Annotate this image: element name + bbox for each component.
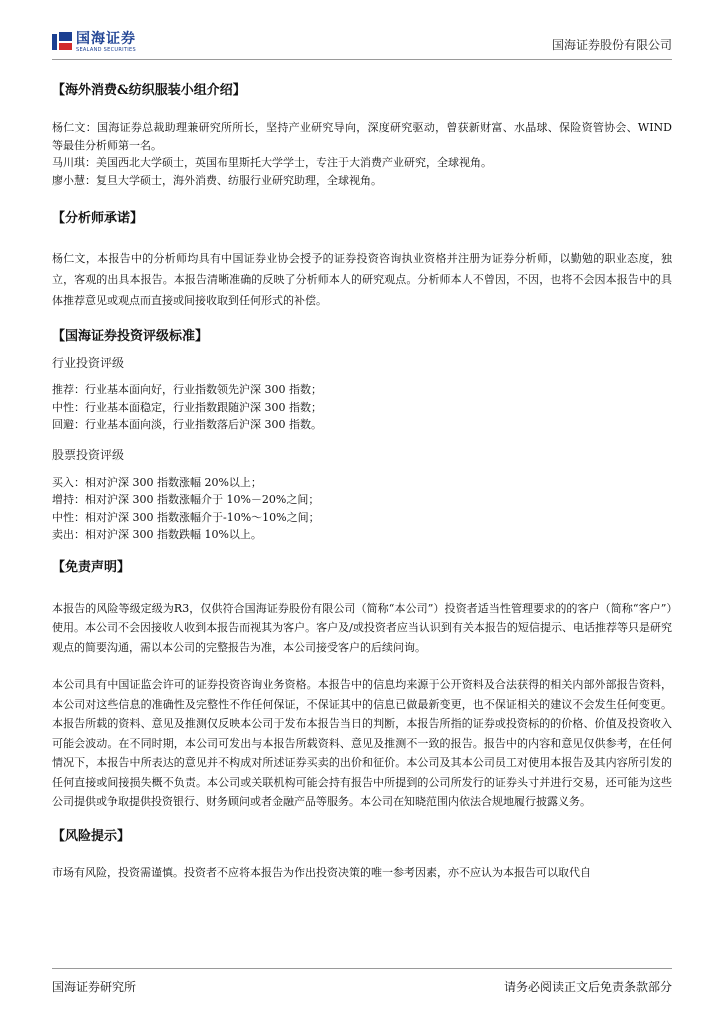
stock-rating-neutral: 中性：相对沪深 300 指数涨幅介于-10%～10%之间；: [52, 510, 320, 524]
stock-rating-buy: 买入：相对沪深 300 指数涨幅 20%以上；: [52, 475, 262, 489]
header-company-name: 国海证券股份有限公司: [551, 38, 672, 52]
disclaimer-paragraph-2: 本公司具有中国证监会许可的证券投资咨询业务资格。本报告中的信息均来源于公开资料及合法获得的相关内部外部报告资料，本公司对这些信息的准确性及完整性不作任何保证，不保证其中的信息已做最新变更，也不保证相关的建议不会发生任何变更。本报告所载的资料、意见及推测仅反映本公司于发布本报告当日的判断，本报告所指的证券或投资标的的价格、价值及投资收入可能会波动。在不同时期，本公司可发出与本报告所载资料、意见及推测不一致的报告。报告中的内容和意见仅供参考，在任何情况下，本报告中所表达的意见并不构成对所述证券买卖的出价和征价。本公司及其本公司员工对使用本报告及其内容所引发的任何直接或间接损失概不负责。本公司或关联机构可能会持有报告中所提到的公司所发行的证券头寸并进行交易，还可能为这些公司提供或争取提供投资银行、财务顾问或者金融产品等服务。本公司在知晓范围内依法合规地履行披露义务。: [52, 678, 672, 808]
company-logo: [52, 30, 136, 54]
logo-text-cn: 国海证券: [76, 30, 136, 47]
stock-rating-overweight: 增持：相对沪深 300 指数涨幅介于 10%－20%之间；: [52, 493, 320, 506]
risk-text: 市场有风险，投资需谨慎。投资者不应将本报告为作出投资决策的唯一参考因素，亦不应认为本报告可以取代自: [52, 865, 591, 879]
sealand-logo-icon: [52, 32, 72, 52]
disclaimer-paragraph-1: 本报告的风险等级定级为R3，仅供符合国海证券股份有限公司（简称“本公司”）投资者适当性管理要求的的客户（简称“客户”）使用。本公司不会因接收人收到本报告而视其为客户。客户及/或投资者应当认识到有关本报告的短信提示、电话推荐等只是研究观点的简要沟通，需以本公司的完整报告为准，本公司接受客户的后续问询。: [52, 601, 672, 654]
rating-section-title: 【国海证券投资评级标准】: [52, 329, 209, 344]
stock-rating-heading: 股票投资评级: [52, 447, 125, 462]
page-footer: [52, 968, 672, 994]
commitment-text: 杨仁文，本报告中的分析师均具有中国证券业协会授予的证券投资咨询执业资格并注册为证券分析师，以勤勉的职业态度，独立，客观的出具本报告。本报告清晰准确的反映了分析师本人的研究观点。分析师本人不曾因，不因，也将不会因本报告中的具体推荐意见或观点而直接或间接收取到任何形式的补偿。: [52, 252, 672, 307]
industry-rating-recommend: 推荐：行业基本面向好，行业指数领先沪深 300 指数；: [52, 383, 322, 396]
team-member-3: 廖小慧：复旦大学硕士，海外消费、纺服行业研究助理，全球视角。: [52, 173, 382, 187]
team-member-2: 马川琪：美国西北大学硕士，英国布里斯托大学学士，专注于大消费产业研究，全球视角。: [52, 156, 492, 169]
logo-text-en: SEALAND SECURITIES: [76, 46, 136, 53]
team-member-1: 杨仁文：国海证券总裁助理兼研究所所长，坚持产业研究导向，深度研究驱动，曾获新财富、水晶球、保险资管协会、WIND 等最佳分析师第一名。: [52, 121, 672, 152]
page-content: [52, 80, 672, 881]
industry-rating-avoid: 回避：行业基本面向淡，行业指数落后沪深 300 指数。: [52, 418, 322, 431]
page-header: [52, 28, 672, 58]
header-divider: [52, 59, 672, 60]
disclaimer-section-title: 【免责声明】: [52, 559, 131, 575]
risk-section-title: 【风险提示】: [52, 828, 131, 844]
footer-institute: 国海证券研究所: [52, 980, 137, 994]
industry-rating-heading: 行业投资评级: [52, 356, 125, 370]
commitment-section-title: 【分析师承诺】: [52, 211, 144, 226]
footer-disclaimer-note: 请务必阅读正文后免责条款部分: [503, 980, 672, 994]
stock-rating-sell: 卖出：相对沪深 300 指数跌幅 10%以上。: [52, 528, 262, 541]
industry-rating-neutral: 中性：行业基本面稳定，行业指数跟随沪深 300 指数；: [52, 400, 322, 414]
team-section-title: 【海外消费&纺织服装小组介绍】: [52, 83, 246, 98]
